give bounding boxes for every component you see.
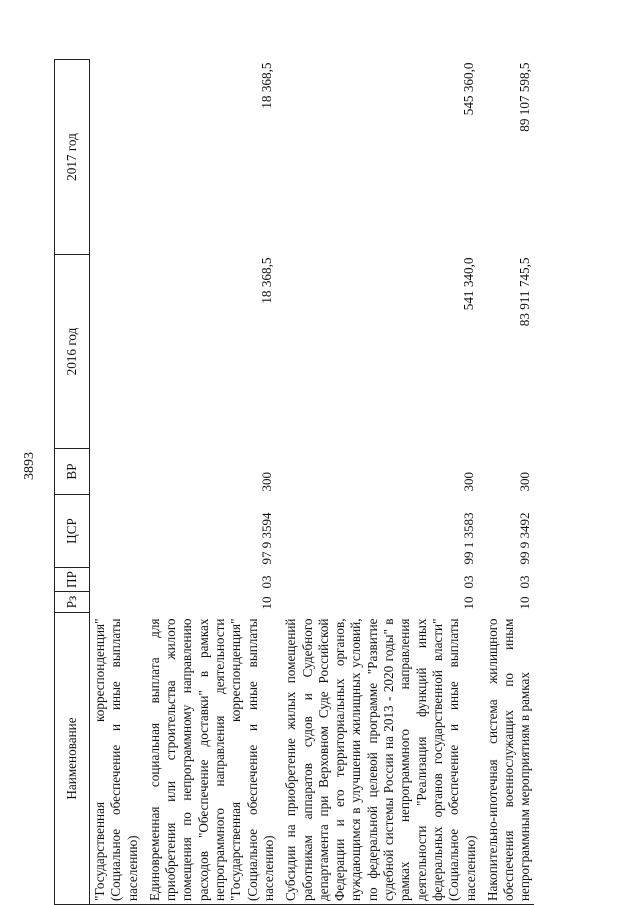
page-number: 3893 <box>22 452 37 480</box>
header-vr: ВР <box>55 449 90 495</box>
cell-csr: 99 1 3583 <box>460 512 476 565</box>
cell-vr: 300 <box>460 472 476 492</box>
description-line: по федеральной целевой программе "Развитие <box>364 618 380 901</box>
cell-pr: 03 <box>258 575 274 589</box>
description-line: Федерации и его территориальных органов, <box>332 618 348 901</box>
cell-y2017 <box>90 60 145 255</box>
cell-csr: 99 9 3492 <box>517 512 533 565</box>
header-csr: ЦСР <box>55 495 90 568</box>
description-line: населению) <box>260 835 276 901</box>
description-line: расходов "Обеспечение доставки" в рамках <box>195 618 211 901</box>
description-line: (Социальное обеспечение и иные выплаты <box>244 618 260 901</box>
description-line: обеспечения военнослужащих по иным <box>501 618 517 901</box>
description-line: помещения по непрограммному направлению <box>179 618 195 901</box>
cell-y2016: 541 340,0 <box>460 257 476 311</box>
table-body <box>90 60 534 905</box>
header-name: Наименование <box>55 613 90 905</box>
cell-y2016: 83 911 745,5 <box>517 257 533 327</box>
description-line: (Социальное обеспечение и иные выплаты <box>446 618 462 901</box>
cell-pr <box>90 568 145 592</box>
description-line: Субсидии на приобретение жилых помещений <box>283 618 299 901</box>
description-line: рамках непрограммного направления <box>397 618 413 901</box>
description-line: непрограммного направления деятельности <box>212 618 228 901</box>
description-line: населению) <box>124 835 140 901</box>
cell-rz: 10 <box>517 596 533 610</box>
table-header-row <box>55 60 90 905</box>
table-row <box>483 60 534 905</box>
header-pr: ПР <box>55 568 90 592</box>
description-line: Накопительно-ипотечная система жилищного <box>484 618 500 901</box>
header-rz: Рз <box>55 592 90 613</box>
cell-rz: 10 <box>258 596 274 610</box>
header-2017: 2017 год <box>55 60 90 255</box>
description-line: деятельности "Реализация функций иных <box>413 618 429 901</box>
description-line: "Государственная корреспонденция" <box>92 618 107 901</box>
cell-y2016 <box>90 255 145 449</box>
description-line: непрограммным мероприятиям в рамках <box>517 672 533 901</box>
description-line: судебной системы России на 2013 - 2020 годы" в <box>381 618 397 901</box>
budget-table <box>54 59 534 905</box>
description-line: (Социальное обеспечение и иные выплаты <box>108 618 124 901</box>
description-line: департамента при Верховном Суде Российской <box>315 618 331 901</box>
description-line: "Государственная корреспонденция" <box>228 618 244 901</box>
cell-rz: 10 <box>460 596 476 610</box>
cell-vr <box>90 449 145 495</box>
cell-y2017: 18 368,5 <box>258 62 274 109</box>
row-description <box>145 613 281 905</box>
cell-y2016: 18 368,5 <box>258 257 274 304</box>
description-line: Единовременная социальная выплата для <box>146 618 162 901</box>
cell-vr: 300 <box>258 472 274 492</box>
table-row <box>281 60 483 905</box>
description-line: федеральных органов государственной власти" <box>429 618 445 901</box>
table-row <box>145 60 281 905</box>
description-line: нуждающимся в улучшении жилищных условий, <box>348 618 364 901</box>
header-2016: 2016 год <box>55 255 90 449</box>
cell-pr: 03 <box>460 575 476 589</box>
cell-pr: 03 <box>517 575 533 589</box>
cell-y2017: 545 360,0 <box>460 62 476 116</box>
cell-y2017: 89 107 598,5 <box>517 62 533 132</box>
row-description <box>483 613 534 905</box>
cell-csr: 97 9 3594 <box>258 512 274 565</box>
cell-csr <box>90 495 145 568</box>
cell-rz <box>90 592 145 613</box>
row-description <box>90 613 145 905</box>
description-line: приобретения или строительства жилого <box>163 618 179 901</box>
row-description <box>281 613 483 905</box>
table-row <box>90 60 145 905</box>
cell-vr: 300 <box>517 472 533 492</box>
description-line: работникам аппаратов судов и Судебного <box>299 618 315 901</box>
description-line: населению) <box>462 835 478 901</box>
